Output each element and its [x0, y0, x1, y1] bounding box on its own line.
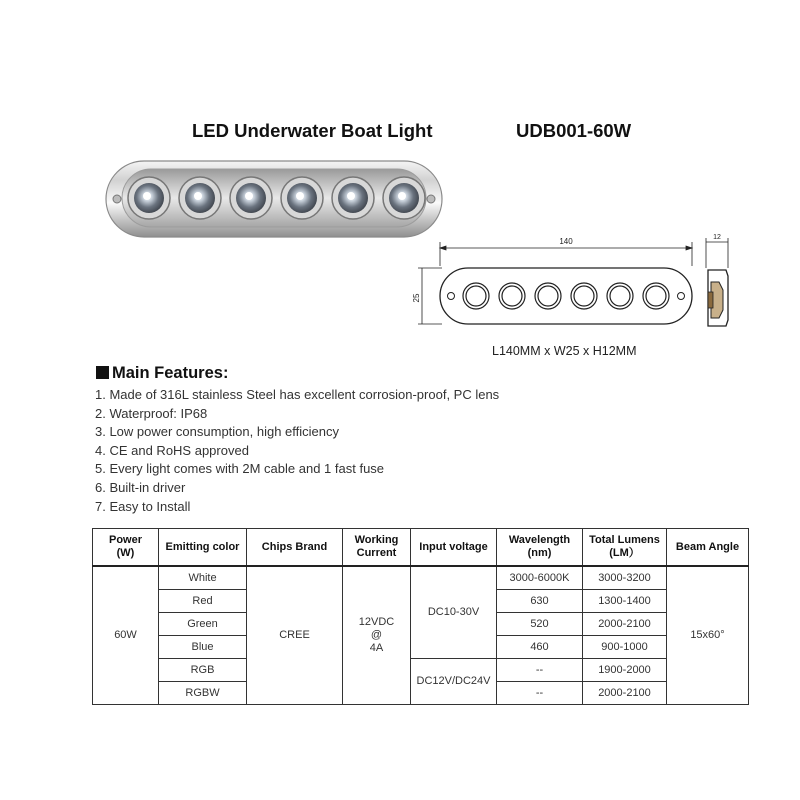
table-header-row	[93, 529, 749, 567]
photo-screw-right	[427, 195, 435, 203]
drawing-led-6	[643, 283, 669, 309]
drawing-outline	[440, 268, 692, 324]
cell-color: RGBW	[159, 682, 247, 705]
photo-led-1	[128, 177, 170, 219]
square-bullet-icon	[96, 366, 109, 379]
header-wavelength: Wavelength (nm)	[497, 529, 583, 567]
feature-item: 2. Waterproof: IP68	[95, 405, 208, 421]
drawing-led-3	[535, 283, 561, 309]
photo-led-6	[383, 177, 425, 219]
cell-lumens: 1300-1400	[583, 590, 667, 613]
features-list	[95, 386, 499, 516]
header-power: Power (W)	[93, 529, 159, 567]
photo-screw-left	[113, 195, 121, 203]
drawing-led-5	[607, 283, 633, 309]
cell-wavelength: --	[497, 682, 583, 705]
cell-lumens: 3000-3200	[583, 566, 667, 590]
cell-lumens: 900-1000	[583, 636, 667, 659]
cell-lumens: 2000-2100	[583, 682, 667, 705]
cell-power: 60W	[93, 566, 159, 705]
cell-wavelength: 520	[497, 613, 583, 636]
technical-drawing	[410, 230, 740, 342]
cell-color: White	[159, 566, 247, 590]
drawing-screw-left	[448, 293, 455, 300]
feature-item: 7. Easy to Install	[95, 498, 191, 514]
width-label: 25	[412, 293, 421, 303]
photo-led-5	[332, 177, 374, 219]
cell-color: RGB	[159, 659, 247, 682]
table-row	[93, 566, 749, 590]
cell-wavelength: --	[497, 659, 583, 682]
table-row	[93, 659, 749, 682]
drawing-led-1	[463, 283, 489, 309]
product-name: LED Underwater Boat Light	[192, 120, 433, 141]
cell-wavelength: 460	[497, 636, 583, 659]
cell-beam-angle: 15x60°	[667, 566, 749, 705]
header-emitting-color: Emitting color	[159, 529, 247, 567]
header-chips-brand: Chips Brand	[247, 529, 343, 567]
drawing-side-view	[708, 270, 728, 326]
product-photo	[104, 157, 444, 239]
header-input-voltage: Input voltage	[411, 529, 497, 567]
drawing-led-2	[499, 283, 525, 309]
features-heading	[96, 364, 228, 383]
cell-lumens: 2000-2100	[583, 613, 667, 636]
height-label: 12	[713, 234, 721, 241]
cell-input-voltage-b: DC12V/DC24V	[411, 659, 497, 705]
cell-working-current: 12VDC @ 4A	[343, 566, 411, 705]
cell-input-voltage-a: DC10-30V	[411, 566, 497, 659]
header-total-lumens: Total Lumens (LM）	[583, 529, 667, 567]
cell-color: Green	[159, 613, 247, 636]
drawing-led-4	[571, 283, 597, 309]
feature-item: 3. Low power consumption, high efficiency	[95, 424, 340, 440]
dimensions-text: L140MM x W25 x H12MM	[492, 344, 637, 358]
photo-led-2	[179, 177, 221, 219]
cell-color: Blue	[159, 636, 247, 659]
feature-item: 5. Every light comes with 2M cable and 1 fast fuse	[95, 461, 385, 477]
header-working-current: Working Current	[343, 529, 411, 567]
spec-table	[92, 528, 749, 705]
cell-wavelength: 630	[497, 590, 583, 613]
feature-item: 1. Made of 316L stainless Steel has excellent corrosion-proof, PC lens	[95, 387, 500, 402]
feature-item: 4. CE and RoHS approved	[95, 442, 249, 458]
photo-led-4	[281, 177, 323, 219]
cell-color: Red	[159, 590, 247, 613]
feature-item: 6. Built-in driver	[95, 479, 186, 495]
cell-wavelength: 3000-6000K	[497, 566, 583, 590]
header-beam-angle: Beam Angle	[667, 529, 749, 567]
drawing-screw-right	[678, 293, 685, 300]
product-title	[0, 120, 800, 144]
product-model: UDB001-60W	[516, 120, 632, 141]
photo-led-3	[230, 177, 272, 219]
cell-lumens: 1900-2000	[583, 659, 667, 682]
length-label: 140	[559, 237, 573, 246]
features-heading-text: Main Features:	[112, 364, 229, 382]
cell-chips-brand: CREE	[247, 566, 343, 705]
